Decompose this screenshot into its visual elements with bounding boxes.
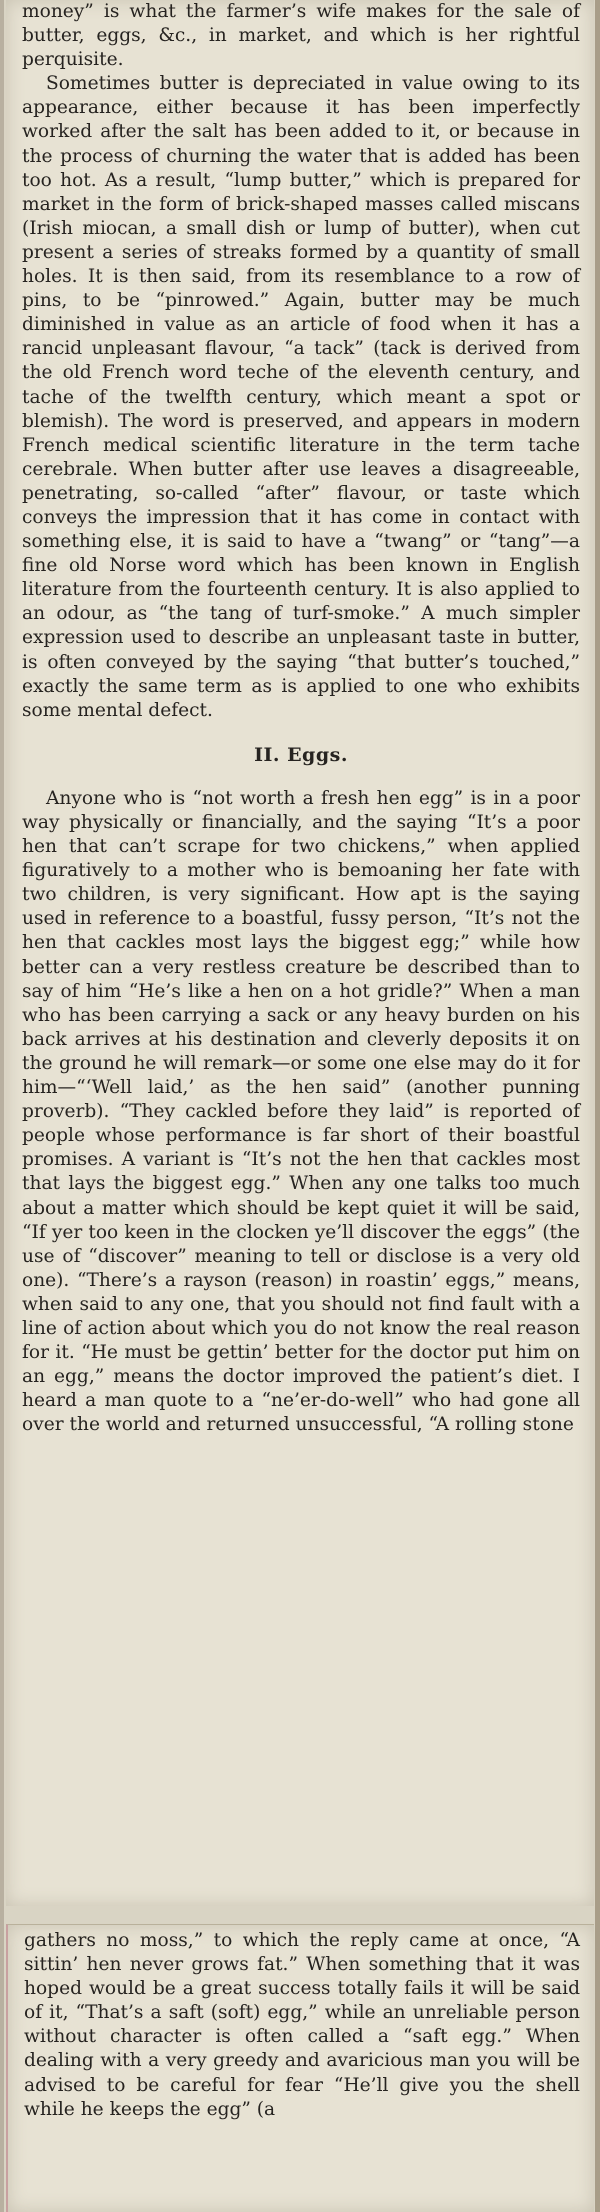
left-margin-rule (0, 0, 4, 2212)
paragraph-opening: money” is what the farmer’s wife makes for the sale of butter, eggs, &c., in market, and which is her rightful perquisite. (22, 1, 580, 71)
section-heading-eggs: II. Eggs. (254, 743, 348, 766)
paragraph-continued: gathers no moss,” to which the reply came at once, “A sittin’ hen never grows fat.” When something that it was hoped would be a great success totally fails it will be said of it, “That’s a saft (soft) egg,” while an unreliable person without character is often called a “saft egg.” When dealing with a very greedy and avaricious man you will be advised to be careful for fear “He’ll give you the shell while he keeps the egg” (a (24, 1930, 580, 2120)
newspaper-clipping-continuation (6, 1924, 594, 2212)
paragraph-butter: Sometimes butter is depreciated in value owing to its appearance, either because it has been imperfectly worked after the salt has been added to it, or because in the process of churning the water that is added has been too hot. As a result, “lump butter,” which is prepared for market in the form of brick-shaped masses called miscans (Irish miocan, a small dish or lump of butter), when cut present a series of streaks formed by a quantity of small holes. It is then said, from its resemblance to a row of pins, to be “pinrowed.” Again, butter may be much diminished in value as an article of food when it has a rancid unpleasant flavour, “a tack” (tack is derived from the old French word teche of the eleventh century, and tache of the twelfth century, which meant a spot or blemish). The word is preserved, and appears in modern French medical scientific literature in the term tache cerebrale. When butter after use leaves a disagreeable, penetrating, so-called “after” flavour, or taste which conveys the impression that it has come in contact with something else, it is said to have a “twang” or “tang”—a fine old Norse word which has been known in English literature from the fourteenth century. It is also applied to an odour, as “the tang of turf-smoke.” A much simpler expression used to describe an unpleasant taste in butter, is often conveyed by the saying “that butter’s touched,” exactly the same term as is applied to one who exhibits some mental defect. (22, 73, 580, 721)
newspaper-clipping-main (6, 0, 594, 1906)
paragraph-eggs: Anyone who is “not worth a fresh hen egg” is in a poor way physically or financially, and the saying “It’s a poor hen that can’t scrape for two chickens,” when applied figuratively to a mother who is bemoaning her fate with two children, is very significant. How apt is the saying used in reference to a boastful, fussy person, “It’s not the hen that cackles most lays the biggest egg;” while how better can a very restless creature be described than to say of him “He’s like a hen on a hot gridle?” When a man who has been carrying a sack or any heavy burden on his back arrives at his destination and cleverly deposits it on the ground he will remark—or some one else may do it for him—“‘Well laid,’ as the hen said” (another punning proverb). “They cackled before they laid” is reported of people whose performance is far short of their boastful promises. A variant is “It’s not the hen that cackles most that lays the biggest egg.” When any one talks too much about a matter which should be kept quiet it will be said, “If yer too keen in the clocken ye’ll discover the eggs” (the use of “discover” meaning to tell or disclose is a very old one). “There’s a rayson (reason) in roastin’ eggs,” means, when said to any one, that you should not find fault with a line of action about which you do not know the real reason for it. “He must be gettin’ better for the doctor put him on an egg,” means the doctor improved the patient’s diet. I heard a man quote to a “ne’er-do-well” who had gone all over the world and returned unsuccessful, “A rolling stone (22, 787, 580, 1436)
right-margin-rule (595, 0, 600, 2212)
